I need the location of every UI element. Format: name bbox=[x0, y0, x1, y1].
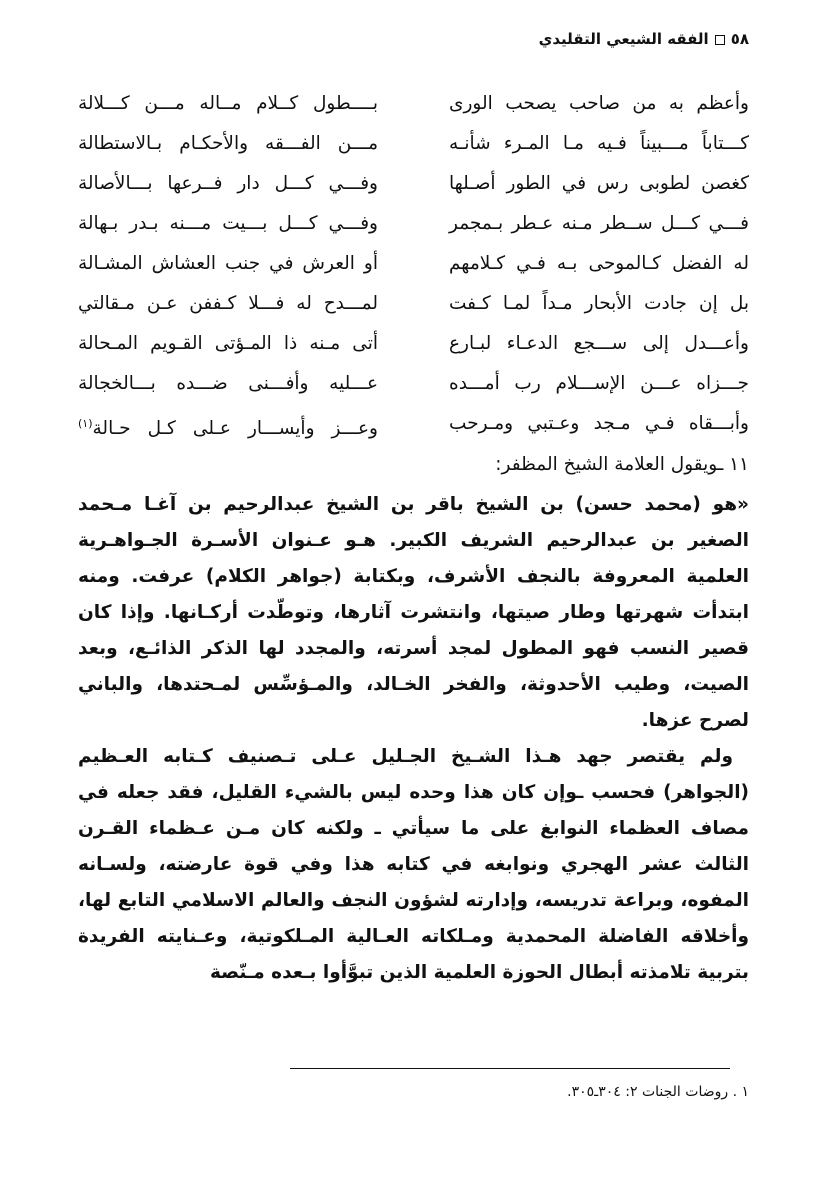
poem-verse bbox=[78, 204, 749, 244]
poem bbox=[78, 84, 749, 444]
body-text bbox=[78, 487, 749, 991]
poem-verse bbox=[78, 124, 749, 164]
verse-first-hemistich: وأبـــقاه فـي مـجد وعـتبي ومـرحب bbox=[449, 413, 749, 434]
square-ornament-icon bbox=[715, 35, 725, 45]
verse-first-hemistich: فـــي كـــل ســطر مـنه عـطر بـمجمر bbox=[449, 213, 749, 234]
verse-first-hemistich: كـــتاباً مـــبيناً فـيه مـا المـرء شأنـه bbox=[449, 133, 749, 154]
verse-first-hemistich: وأعظم به من صاحب يصحب الورى bbox=[449, 93, 749, 114]
verse-first-hemistich: له الفضل كـالموحى بـه فـي كـلامهم bbox=[449, 253, 749, 274]
poem-verse bbox=[78, 404, 749, 444]
footnote-marker[interactable]: (١) bbox=[78, 417, 93, 430]
verse-first-hemistich: بل إن جادت الأبحار مـداً لمـا كـفت bbox=[449, 293, 749, 314]
poem-verse bbox=[78, 244, 749, 284]
verse-second-hemistich: وفـــي كـــل دار فــرعها بـــالأصالة bbox=[78, 173, 378, 194]
footnote-divider bbox=[290, 1068, 730, 1069]
page-number: ٥٨ bbox=[730, 30, 749, 48]
verse-second-hemistich: وفـــي كـــل بـــيت مـــنه بـدر بـهالة bbox=[78, 213, 378, 234]
poem-verse bbox=[78, 324, 749, 364]
running-title: الفقه الشيعي التقليدي bbox=[538, 30, 709, 48]
poem-verse bbox=[78, 364, 749, 404]
footnote: ١ . روضات الجنات ٢: ٣٠٤ـ٣٠٥. bbox=[567, 1084, 749, 1100]
verse-second-hemistich: أتى مـنه ذا المـؤتى القـويم المـحالة bbox=[78, 333, 378, 354]
verse-second-hemistich: أو العرش في جنب العشاش المشـالة bbox=[78, 253, 378, 274]
verse-second-hemistich: لمـــدح له فـــلا كـففن عـن مـقالتي bbox=[78, 293, 378, 314]
verse-first-hemistich: جـــزاه عـــن الإســـلام رب أمـــده bbox=[449, 373, 749, 394]
section-heading: ١١ ـويقول العلامة الشيخ المظفر: bbox=[495, 454, 749, 475]
page-header bbox=[539, 30, 749, 48]
verse-second-hemistich: عـــليه وأفـــنى ضـــده بـــالخجالة bbox=[78, 373, 378, 394]
verse-text: وعـــز وأيســـار عـلى كـل حـالة bbox=[92, 418, 378, 440]
verse-first-hemistich: وأعـــدل إلى ســـجع الدعـاء لبـارع bbox=[449, 333, 749, 354]
poem-verse bbox=[78, 84, 749, 124]
paragraph: «هو (محمد حسن) بن الشيخ باقر بن الشيخ عبدالرحيم بن آغـا مـحمد الصغير بن عبدالرحيم الشريف الكبير. هـو عـنوان الأسـرة الجـواهـرية العلمية المعروفة بالنجف الأشرف، وبكتابة (جواهر الكلام) عرفت. ومنه ابتدأت شهرتها وطار صيتها، وانتشرت آثارها، وتوطّدت أركـانها. وإذا كان قصير النسب فهو المطول لمجد أسرته، والمجدد لها الذكر الذائـع، وبعد الصيت، وطيب الأحدوثة، والفخر الخـالد، والمـؤسِّس لمـحتدها، والباني لصرح عزها. bbox=[78, 494, 749, 731]
verse-first-hemistich: كغصن لطوبى رس في الطور أصـلها bbox=[449, 173, 749, 194]
poem-verse bbox=[78, 164, 749, 204]
verse-second-hemistich: بــــطول كــلام مــاله مـــن كـــلالة bbox=[78, 93, 378, 114]
paragraph: ولم يقتصر جهد هـذا الشـيخ الجـليل عـلى تـصنيف كـتابه العـظيم (الجواهر) فحسب ـوإن كان هذا وحده ليس بالشيء القليل، فقد جعله في مصاف العظماء النوابغ على ما سيأتي ـ ولكنه كان مـن عـظماء القـرن الثالث عشر الهجري ونوابغه في كتابه هذا وفي قوة عارضته، ولسـانه المفوه، وبراعة تدريسه، وإدارته لشؤون النجف والعالم الاسلامي التابع لها، وأخلاقه الفاضلة المحمدية ومـلكاته العـالية المـلكوتية، وعـنايته الفريدة بتربية تلامذته أبطال الحوزة العلمية الذين تبوَّأوا بـعده مـنّصة bbox=[78, 746, 749, 983]
verse-second-hemistich: مـــن الفـــقه والأحكـام بـالاستطالة bbox=[78, 133, 378, 154]
verse-second-hemistich bbox=[78, 404, 378, 444]
poem-verse bbox=[78, 284, 749, 324]
